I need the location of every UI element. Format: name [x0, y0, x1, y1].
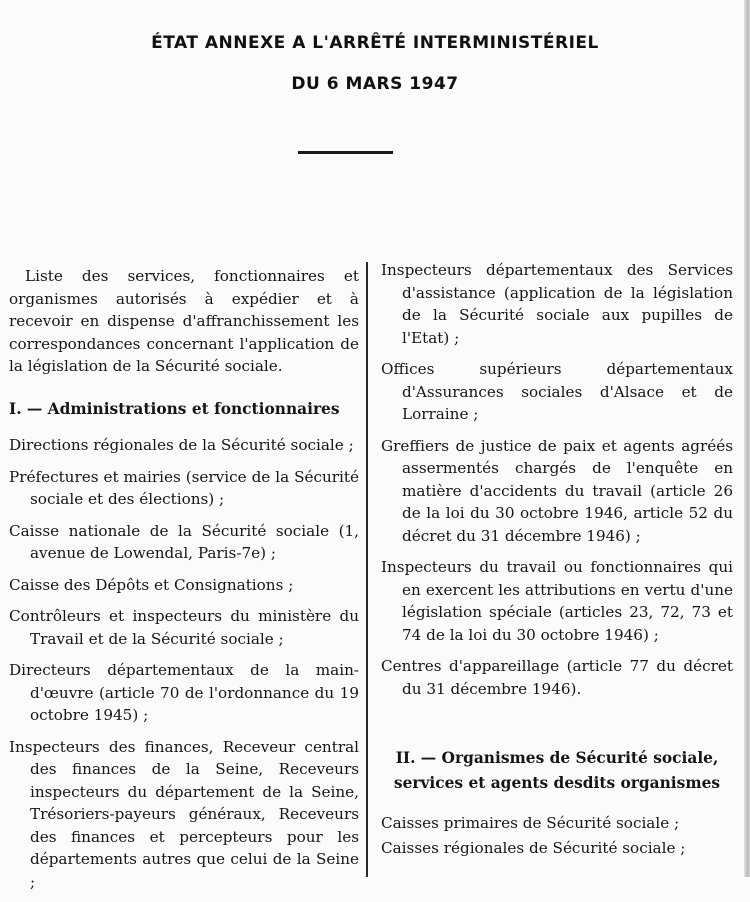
list-item: Directions régionales de la Sécurité sociale ; — [9, 436, 354, 454]
list-item: Offices supérieurs départementaux d'Assurances sociales d'Alsace et de Lorraine ; — [381, 360, 733, 423]
left-column — [9, 265, 359, 902]
list-item: Caisse nationale de la Sécurité sociale (1, avenue de Lowendal, Paris-7e) ; — [9, 521, 359, 562]
column-divider — [366, 262, 368, 877]
list-item: Inspecteurs du travail ou fonctionnaires qui en exercent les attributions en vertu d'une législation spéciale (articles 23, 72, 73 et 74 de la loi du 30 octobre 1946) ; — [381, 558, 733, 644]
document-title: ÉTAT ANNEXE A L'ARRÊTÉ INTERMINISTÉRIEL — [151, 33, 599, 53]
list-item: Greffiers de justice de paix et agents agréés assermentés chargés de l'enquête en matière d'accidents du travail (article 26 de la loi du 30 octobre 1946, article 52 du décret du 31 décembre 1946) ; — [381, 436, 733, 545]
intro-paragraph: Liste des services, fonctionnaires et organismes autorisés à expédier et à recevoir en dispense d'affranchissement les correspondances concernant l'application de la législation de la Sécurité sociale. — [9, 267, 359, 375]
right-column — [381, 259, 733, 861]
list-item: Contrôleurs et inspecteurs du ministère du Travail et de la Sécurité sociale ; — [9, 607, 359, 648]
list-item: Inspecteurs départementaux des Services d'assistance (application de la législation de la Sécurité sociale aux pupilles de l'Etat) ; — [381, 261, 733, 347]
list-item: Caisses régionales de Sécurité sociale ; — [381, 838, 686, 857]
list-item: Inspecteurs des finances, Receveur central des finances de la Seine, Receveurs inspecteurs du département de la Seine, Trésoriers-payeurs généraux, Receveurs des finances et percepteurs pour les départements autres que celui de la Seine ; — [9, 737, 359, 891]
list-item: Caisse des Dépôts et Consignations ; — [9, 575, 294, 594]
title-rule-divider — [298, 151, 393, 154]
list-item: Directeurs départementaux de la main-d'œuvre (article 70 de l'ordonnance du 19 octobre 1945) ; — [9, 661, 359, 724]
section-1-heading: I. — Administrations et fonctionnaires — [9, 399, 340, 418]
list-item: Centres d'appareillage (article 77 du décret du 31 décembre 1946). — [381, 657, 733, 698]
section-2-heading: II. — Organismes de Sécurité sociale, services et agents desdits organismes — [393, 749, 721, 792]
list-item: Caisses primaires de Sécurité sociale ; — [381, 814, 680, 832]
page-edge — [744, 0, 750, 877]
document-date: DU 6 MARS 1947 — [291, 74, 459, 94]
list-item: Préfectures et mairies (service de la Sécurité sociale et des élections) ; — [9, 467, 359, 508]
